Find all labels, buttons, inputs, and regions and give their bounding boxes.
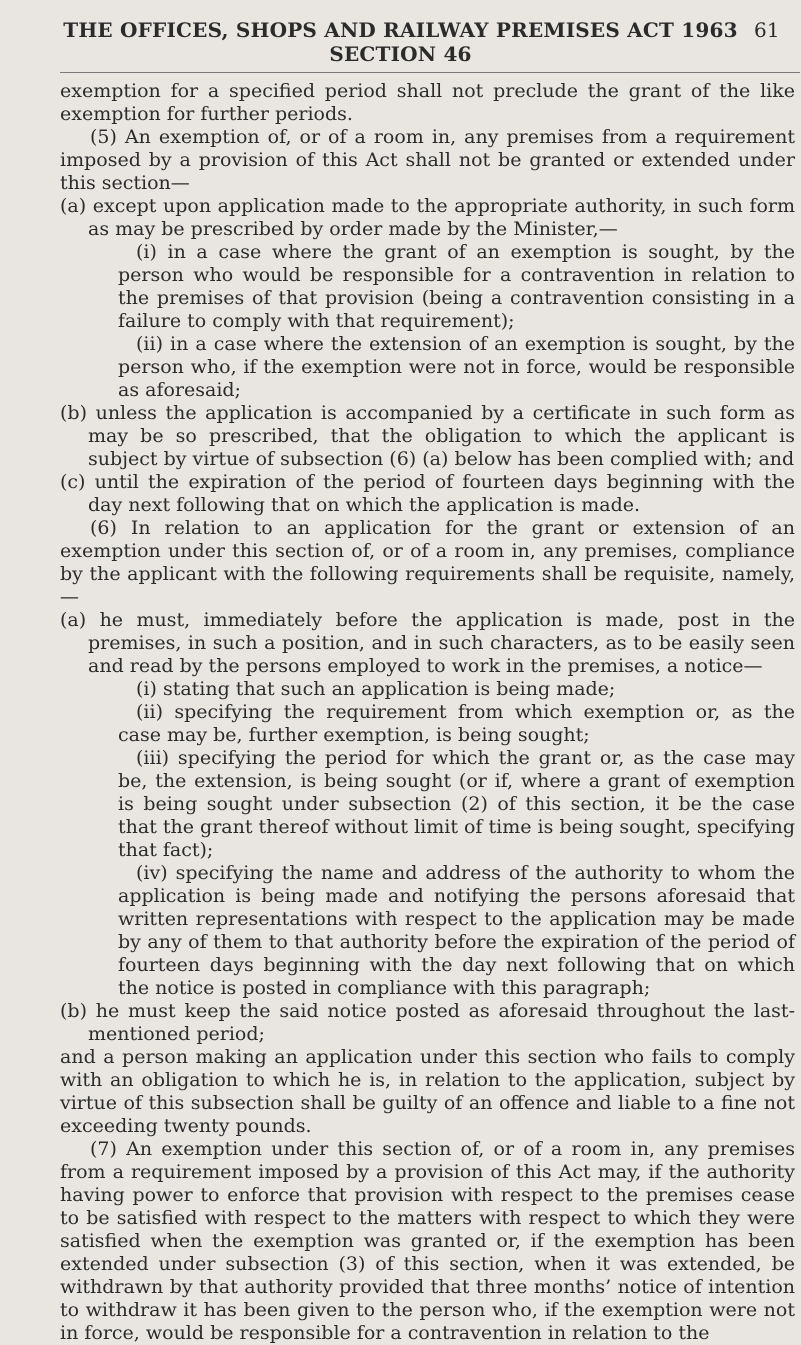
- paragraph: (i) stating that such an application is being made;: [136, 678, 616, 700]
- page-number: 61: [754, 18, 780, 42]
- paragraph: (i) in a case where the grant of an exemption is sought, by the person who would be responsible for a contravention in relation to the premises of that provision (being a contravention consisting in a failure to comply with that requirement);: [118, 241, 795, 332]
- paragraph: (iii) specifying the period for which the grant or, as the case may be, the extension, is being sought (or if, where a grant of exemption is being sought under subsection (2) of this section, it be the case that the grant thereof without limit of time is being sought, specifying that fact);: [118, 747, 795, 861]
- paragraph: (a) except upon application made to the appropriate authority, in such form as may be prescribed by order made by the Minister,—: [60, 195, 795, 240]
- paragraph: and a person making an application under this section who fails to comply with an obligation to which he is, in relation to the application, subject by virtue of this subsection shall be guilty of an offence and liable to a fine not exceeding twenty pounds.: [60, 1046, 795, 1137]
- paragraph: (iv) specifying the name and address of the authority to whom the application is being made and notifying the persons aforesaid that written representations with respect to the application may be made by any of them to that authority before the expiration of the period of fourteen days beginning with the day next following that on which the notice is posted in compliance with this paragraph;: [118, 862, 795, 999]
- running-header: [0, 18, 801, 66]
- paragraph: (6) In relation to an application for the grant or extension of an exemption under this section of, or of a room in, any premises, compliance by the applicant with the following requirements shall be requisite, namely,—: [60, 517, 795, 608]
- statute-text: [60, 80, 795, 1345]
- paragraph: exemption for a specified period shall not preclude the grant of the like exemption for further periods.: [60, 80, 795, 125]
- paragraph: (c) until the expiration of the period of fourteen days beginning with the day next following that on which the application is made.: [60, 471, 795, 516]
- paragraph: (b) he must keep the said notice posted as aforesaid throughout the last-mentioned period;: [60, 1000, 795, 1045]
- header-rule: [60, 72, 800, 73]
- paragraph: (ii) in a case where the extension of an exemption is sought, by the person who, if the exemption were not in force, would be responsible as aforesaid;: [118, 333, 795, 401]
- act-title: THE OFFICES, SHOPS AND RAILWAY PREMISES ACT 1963: [63, 18, 738, 42]
- paragraph: (7) An exemption under this section of, or of a room in, any premises from a requirement imposed by a provision of this Act may, if the authority having power to enforce that provision with respect to the premises cease to be satisfied with respect to the matters with respect to which they were satisfied when the exemption was granted or, if the exemption has been extended under subsection (3) of this section, when it was extended, be withdrawn by that authority provided that three months’ notice of intention to withdraw it has been given to the person who, if the exemption were not in force, would be responsible for a contravention in relation to the: [60, 1138, 795, 1344]
- paragraph: (a) he must, immediately before the application is made, post in the premises, in such a position, and in such characters, as to be easily seen and read by the persons employed to work in the premises, a notice—: [60, 609, 795, 677]
- paragraph: (b) unless the application is accompanied by a certificate in such form as may be so prescribed, that the obligation to which the applicant is subject by virtue of subsection (6) (a) below has been complied with; and: [60, 402, 795, 470]
- paragraph: (ii) specifying the requirement from which exemption or, as the case may be, further exemption, is being sought;: [118, 701, 795, 746]
- paragraph: (5) An exemption of, or of a room in, any premises from a requirement imposed by a provision of this Act shall not be granted or extended under this section—: [60, 126, 795, 194]
- section-heading: SECTION 46: [329, 42, 472, 66]
